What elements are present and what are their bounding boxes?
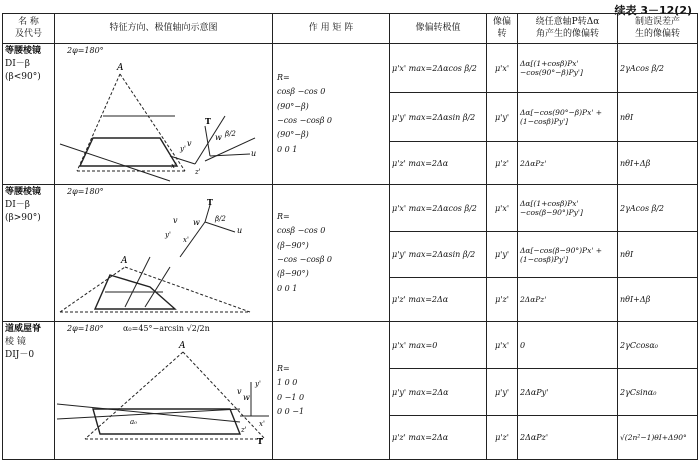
row3-y-label: y' bbox=[255, 380, 261, 388]
row3-ray-2 bbox=[57, 409, 240, 419]
row2-arbitrary-y: Δα[−cos(β−90°)Px' +(1−cosβ)Py'] bbox=[518, 232, 618, 278]
row1-axis-u bbox=[210, 154, 250, 156]
row2-arbitrary-z: 2ΔαPz' bbox=[518, 278, 618, 322]
row1-name bbox=[3, 44, 55, 185]
row3-matrix-label: R= bbox=[277, 363, 290, 373]
row1-matrix-line: (90°−β) bbox=[277, 101, 309, 111]
row2-right-edge bbox=[125, 267, 250, 312]
row2-v-label: v bbox=[173, 216, 178, 225]
row2-u-label: u bbox=[237, 226, 243, 235]
row1-matrix-line: 0 0 1 bbox=[277, 144, 298, 154]
row3-matrix bbox=[273, 322, 390, 460]
row2-matrix-line: 0 0 1 bbox=[277, 283, 298, 293]
row1-u-label: u bbox=[251, 149, 257, 158]
row3-extreme-z: μ'z' max=2Δα bbox=[390, 416, 487, 460]
row2-axis-z: μ'z' bbox=[487, 278, 518, 322]
row1-beta-label: β/2 bbox=[225, 130, 236, 138]
row3-alpha: α₀=45°−arcsin √2/2n bbox=[123, 324, 210, 333]
row1-v-label: v bbox=[187, 139, 192, 148]
row3-code: 棱 镜 bbox=[5, 337, 26, 348]
header-name: 名 称 及代号 bbox=[3, 14, 55, 44]
row3-matrix-line: 0 −1 0 bbox=[277, 392, 305, 402]
table-caption: 续表 3－12(2) bbox=[614, 4, 692, 17]
row3-error-y: 2γCsinα₀ bbox=[618, 369, 698, 416]
row2-w-label: w bbox=[193, 218, 200, 227]
row2-y-label: y' bbox=[165, 231, 171, 239]
row3-v-label: v bbox=[237, 387, 242, 396]
row1-y-label: y' bbox=[180, 145, 186, 153]
row1-arbitrary-z: 2ΔαPz' bbox=[518, 142, 618, 185]
row3-axis-z: μ'z' bbox=[487, 416, 518, 460]
row2-name bbox=[3, 185, 55, 322]
row3-ray-1 bbox=[57, 404, 240, 422]
row1-error-z: nθⅠ+Δβ bbox=[618, 142, 698, 185]
row2-phi: 2φ=180° bbox=[67, 187, 104, 196]
row2-extreme-y: μ'y' max=2Δαsin β/2 bbox=[390, 232, 487, 278]
row1-T-label: T bbox=[205, 116, 211, 126]
row1-matrix bbox=[273, 44, 390, 185]
row2-matrix-label: R= bbox=[277, 211, 290, 221]
row3-name bbox=[3, 322, 55, 460]
row1-cond: (β<90°) bbox=[5, 72, 41, 83]
prism-table bbox=[2, 13, 698, 460]
row2-extreme-z: μ'z' max=2Δα bbox=[390, 278, 487, 322]
row2-matrix-line: (β−90°) bbox=[277, 240, 309, 250]
row2-x-label: x' bbox=[183, 236, 189, 244]
row2-matrix-line: (β−90°) bbox=[277, 269, 309, 279]
row2-arbitrary-x: Δα[(1+cosβ)Px' −cos(β−90°)Py'] bbox=[518, 185, 618, 232]
header-error: 制造误差产 生的像偏转 bbox=[618, 14, 698, 44]
row2-diagram bbox=[55, 185, 273, 322]
row1-w-label: w bbox=[215, 133, 222, 142]
header-axis: 像偏转 bbox=[487, 14, 518, 44]
row3-z-label: z' bbox=[241, 426, 247, 434]
row1-x-label: x' bbox=[171, 162, 177, 170]
row3-title: 道威屋脊 bbox=[5, 324, 42, 334]
row1-diagram bbox=[55, 44, 273, 185]
row2-axis-x: μ'x' bbox=[487, 185, 518, 232]
row1-extreme-x: μ'x' max=2Δαcos β/2 bbox=[390, 44, 487, 93]
header-extreme: 像偏转极值 bbox=[390, 14, 487, 44]
row2-error-z: nθⅠ+Δβ bbox=[618, 278, 698, 322]
row1-prism-figure bbox=[55, 56, 271, 186]
row1-z-label: z' bbox=[195, 168, 201, 176]
row2-matrix-line: −cos −cosβ 0 bbox=[277, 255, 333, 264]
row3-prism-figure bbox=[55, 334, 271, 458]
row1-phi: 2φ=180° bbox=[67, 46, 104, 55]
row2-code: DⅠ－β bbox=[5, 200, 30, 211]
row1-ray-out bbox=[205, 138, 255, 161]
row2-left-edge bbox=[60, 267, 125, 312]
row1-matrix-line: cosβ −cos 0 bbox=[277, 87, 326, 97]
header-diagram: 特征方向、极值轴向示意图 bbox=[55, 14, 273, 44]
row3-extreme-x: μ'x' max=0 bbox=[390, 322, 487, 369]
row3-a0-label: a₀ bbox=[130, 418, 137, 426]
row2-beta-label: β/2 bbox=[215, 215, 226, 223]
row2-matrix bbox=[273, 185, 390, 322]
row2-matrix-line: cosβ −cos 0 bbox=[277, 226, 326, 236]
row2-apex-label: A bbox=[121, 256, 128, 266]
row3-error-z: √(2n²−1)θⅠ+Δ90° bbox=[618, 416, 698, 460]
row3-T-label: T bbox=[257, 436, 263, 446]
row1-right-edge bbox=[120, 74, 185, 171]
row1-prism-body bbox=[80, 138, 177, 166]
row2-error-y: nθⅠ bbox=[618, 232, 698, 278]
row3-apex-label: A bbox=[179, 341, 186, 351]
row3-axis-x: μ'x' bbox=[487, 322, 518, 369]
row1-arbitrary-x: Δα[(1+cosβ)Px' −cos(90°−β)Py'] bbox=[518, 44, 618, 93]
row1-extreme-y: μ'y' max=2Δαsin β/2 bbox=[390, 93, 487, 142]
row1-axis-y: μ'y' bbox=[487, 93, 518, 142]
row3-phi: 2φ=180° bbox=[67, 324, 104, 333]
row2-axis-T bbox=[205, 205, 210, 222]
row3-arbitrary-x: 0 bbox=[518, 322, 618, 369]
header-arbitrary: 绕任意轴P转Δα 角产生的像偏转 bbox=[518, 14, 618, 44]
row2-axis-u bbox=[205, 222, 235, 232]
row3-matrix-line: 0 0 −1 bbox=[277, 406, 305, 416]
row3-right-edge bbox=[183, 352, 265, 439]
row1-error-x: 2γAcos β/2 bbox=[618, 44, 698, 93]
row3-extreme-y: μ'y' max=2Δα bbox=[390, 369, 487, 416]
row3-w-label: w bbox=[243, 393, 250, 402]
row3-x-label: x' bbox=[259, 420, 265, 428]
row1-ray-in bbox=[60, 144, 170, 181]
row1-apex-label: A bbox=[117, 63, 124, 73]
header-matrix: 作 用 矩 阵 bbox=[273, 14, 390, 44]
row1-matrix-line: (90°−β) bbox=[277, 130, 309, 140]
row3-matrix-line: 1 0 0 bbox=[277, 378, 298, 388]
row3-error-x: 2γCcosα₀ bbox=[618, 322, 698, 369]
row1-code: DⅠ－β bbox=[5, 59, 30, 70]
row2-extreme-x: μ'x' max=2Δαcos β/2 bbox=[390, 185, 487, 232]
row2-cond: (β>90°) bbox=[5, 213, 41, 224]
row1-axis-z: μ'z' bbox=[487, 142, 518, 185]
row2-title: 等腰棱镜 bbox=[5, 187, 42, 197]
row1-extreme-z: μ'z' max=2Δα bbox=[390, 142, 487, 185]
row1-error-y: nθⅠ bbox=[618, 93, 698, 142]
row1-arbitrary-y: Δα[−cos(90°−β)Px' +(1−cosβ)Py'] bbox=[518, 93, 618, 142]
row3-cond: DⅠJ－0 bbox=[5, 350, 35, 361]
row2-T-label: T bbox=[207, 197, 213, 207]
row3-diagram bbox=[55, 322, 273, 460]
row3-arbitrary-y: 2ΔαPy' bbox=[518, 369, 618, 416]
row2-error-x: 2γAcos β/2 bbox=[618, 185, 698, 232]
row1-matrix-label: R= bbox=[277, 72, 290, 82]
row2-prism-figure bbox=[55, 197, 271, 325]
row1-axis-x: μ'x' bbox=[487, 44, 518, 93]
row3-arbitrary-z: 2ΔαPz' bbox=[518, 416, 618, 460]
row1-matrix-line: −cos −cosβ 0 bbox=[277, 116, 333, 125]
row1-title: 等腰棱镜 bbox=[5, 46, 42, 56]
row2-ray-in bbox=[125, 257, 150, 307]
row2-axis-y: μ'y' bbox=[487, 232, 518, 278]
row3-axis-y: μ'y' bbox=[487, 369, 518, 416]
